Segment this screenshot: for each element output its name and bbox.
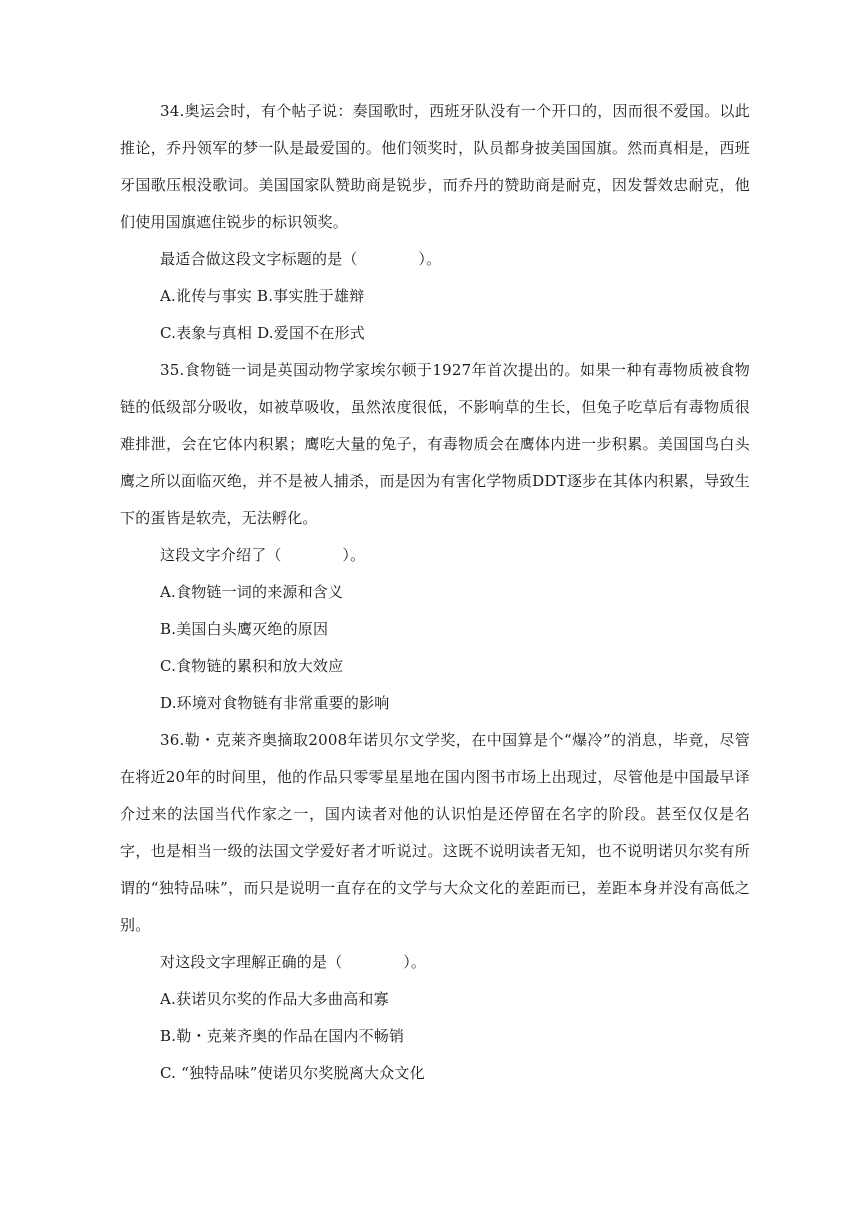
question-35-option-b: B.美国白头鹰灭绝的原因 <box>160 620 329 638</box>
question-35-option-c: C.食物链的累积和放大效应 <box>160 657 344 675</box>
question-36-option-c: C. “独特品味”使诺贝尔奖脱离大众文化 <box>160 1064 425 1082</box>
question-36-stem: 对这段文字理解正确的是（ ）。 <box>160 953 427 971</box>
question-34-option-line-2: C.表象与真相 D.爱国不在形式 <box>160 324 365 342</box>
question-34-option-line-1: A.讹传与事实 B.事实胜于雄辩 <box>160 287 365 305</box>
question-36-passage: 36.勒・克莱齐奥摘取2008年诺贝尔文学奖，在中国算是个“爆冷”的消息，毕竟，尽管在将近20年的时间里，他的作品只零零星星地在国内图书市场上出现过，尽管他是中国最早译介过来的法国当代作家之一，国内读者对他的认识怕是还停留在名字的阶段。甚至仅仅是名字，也是相当一级的法国文学爱好者才听说过。这既不说明读者无知，也不说明诺贝尔奖有所谓的“独特品味”，而只是说明一直存在的文学与大众文化的差距而已，差距本身并没有高低之别。 <box>120 731 750 934</box>
question-35-option-a: A.食物链一词的来源和含义 <box>160 583 344 601</box>
question-34-passage: 34.奥运会时，有个帖子说：奏国歌时，西班牙队没有一个开口的，因而很不爱国。以此推论，乔丹领军的梦一队是最爱国的。他们领奖时，队员都身披美国国旗。然而真相是，西班牙国歌压根没歌词。美国国家队赞助商是锐步，而乔丹的赞助商是耐克，因发誓效忠耐克，他们使用国旗遮住锐步的标识领奖。 <box>120 102 750 231</box>
document-page <box>120 93 750 1092</box>
question-35-stem: 这段文字介绍了（ ）。 <box>160 546 366 564</box>
question-36-option-a: A.获诺贝尔奖的作品大多曲高和寡 <box>160 990 389 1008</box>
question-35-option-d: D.环境对食物链有非常重要的影响 <box>160 694 390 712</box>
question-36-option-b: B.勒・克莱齐奥的作品在国内不畅销 <box>160 1027 405 1045</box>
question-34-stem: 最适合做这段文字标题的是（ ）。 <box>160 250 442 268</box>
question-35-passage: 35.食物链一词是英国动物学家埃尔顿于1927年首次提出的。如果一种有毒物质被食物链的低级部分吸收，如被草吸收，虽然浓度很低，不影响草的生长，但兔子吃草后有毒物质很难排泄，会在它体内积累；鹰吃大量的兔子，有毒物质会在鹰体内进一步积累。美国国鸟白头鹰之所以面临灭绝，并不是被人捕杀，而是因为有害化学物质DDT逐步在其体内积累，导致生下的蛋皆是软壳，无法孵化。 <box>120 361 750 527</box>
